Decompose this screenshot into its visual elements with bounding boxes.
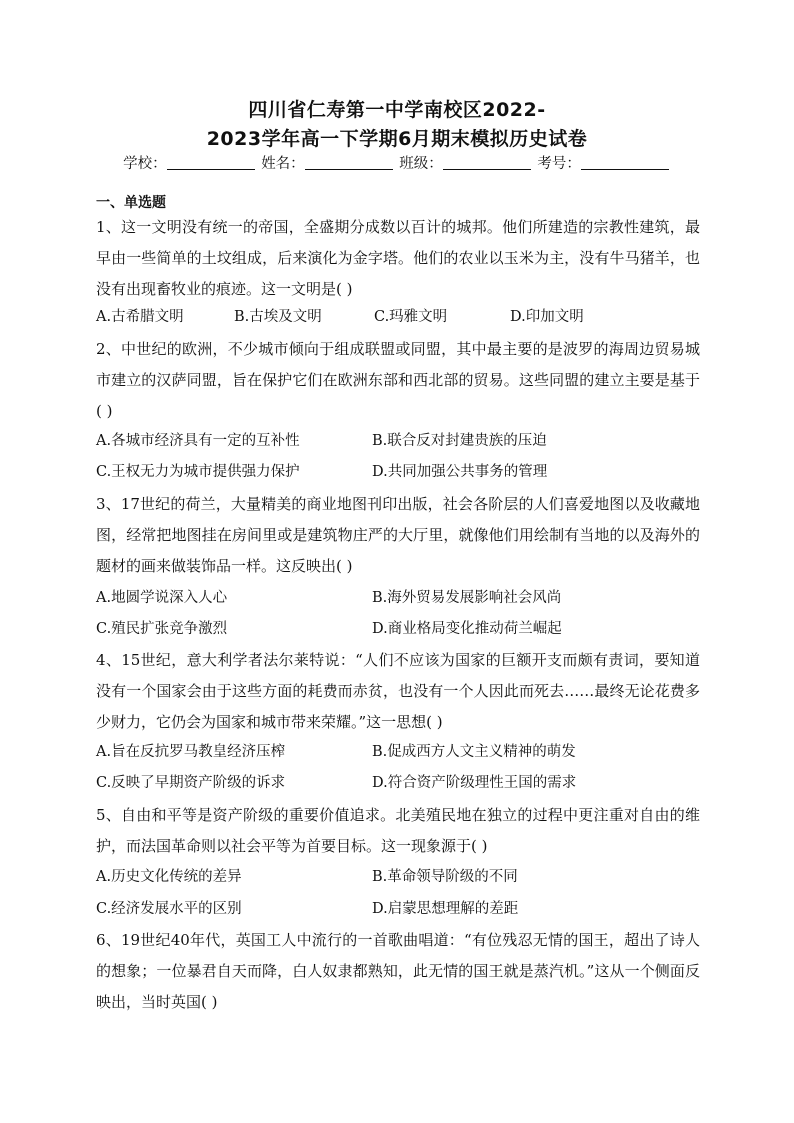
exam-title-line2: 2023学年高一下学期6月期末模拟历史试卷 (206, 128, 588, 150)
question-4-option-a[interactable]: A.旨在反抗罗马教皇经济压榨 (96, 744, 286, 760)
exam-title-line1: 四川省仁寿第一中学南校区2022- (248, 99, 546, 121)
question-2-text: 2、中世纪的欧洲，不少城市倾向于组成联盟或同盟，其中最主要的是波罗的海周边贸易城市建立的汉萨同盟，旨在保护它们在欧洲东部和西北部的贸易。这些同盟的建立主要是基于( ) (96, 340, 700, 420)
section-title: 一、单选题 (96, 195, 166, 211)
question-5-text: 5、自由和平等是资产阶级的重要价值追求。北美殖民地在独立的过程中更注重对自由的维护，而法国革命则以社会平等为首要目标。这一现象源于( ) (96, 806, 700, 855)
question-4-text: 4、15世纪，意大利学者法尔莱特说：“人们不应该为国家的巨额开支而颇有责词，要知道没有一个国家会由于这些方面的耗费而赤贫，也没有一个人因此而死去……最终无论花费多少财力，它仍会为国家和城市带来荣耀。”这一思想( ) (96, 651, 700, 731)
question-3-option-d[interactable]: D.商业格局变化推动荷兰崛起 (372, 621, 562, 637)
question-4-option-c[interactable]: C.反映了早期资产阶级的诉求 (96, 775, 286, 791)
class-blank[interactable] (443, 155, 531, 170)
question-5-option-c[interactable]: C.经济发展水平的区别 (96, 901, 242, 917)
question-2-option-c[interactable]: C.王权无力为城市提供强力保护 (96, 464, 300, 480)
question-1-option-b[interactable]: B.古埃及文明 (234, 309, 322, 325)
exam-no-blank[interactable] (581, 155, 669, 170)
question-1-option-a[interactable]: A.古希腊文明 (96, 309, 184, 325)
exam-no-label: 考号： (537, 156, 581, 172)
question-5-option-d[interactable]: D.启蒙思想理解的差距 (372, 901, 519, 917)
question-5-option-b[interactable]: B.革命领导阶级的不同 (372, 869, 518, 885)
question-5-option-a[interactable]: A.历史文化传统的差异 (96, 869, 242, 885)
school-label: 学校： (123, 156, 167, 172)
class-label: 班级： (399, 156, 443, 172)
question-3-option-b[interactable]: B.海外贸易发展影响社会风尚 (372, 590, 562, 606)
question-3-text: 3、17世纪的荷兰，大量精美的商业地图刊印出版，社会各阶层的人们喜爱地图以及收藏地图，经常把地图挂在房间里或是建筑物庄严的大厅里，就像他们用绘制有当地的以及海外的题材的画来做装饰品一样。这反映出( ) (96, 495, 700, 575)
question-2-option-b[interactable]: B.联合反对封建贵族的压迫 (372, 433, 547, 449)
question-2-option-d[interactable]: D.共同加强公共事务的管理 (372, 464, 548, 480)
question-4-option-d[interactable]: D.符合资产阶级理性王国的需求 (372, 775, 577, 791)
question-3-option-a[interactable]: A.地圆学说深入人心 (96, 590, 228, 606)
name-blank[interactable] (305, 155, 393, 170)
question-1-option-c[interactable]: C.玛雅文明 (374, 309, 448, 325)
question-4-option-b[interactable]: B.促成西方人文主义精神的萌发 (372, 744, 576, 760)
question-1-text: 1、这一文明没有统一的帝国，全盛期分成数以百计的城邦。他们所建造的宗教性建筑，最早由一些简单的土坟组成，后来演化为金字塔。他们的农业以玉米为主，没有牛马猪羊，也没有出现畜牧业的痕迹。这一文明是( ) (96, 218, 700, 298)
question-2-option-a[interactable]: A.各城市经济具有一定的互补性 (96, 433, 300, 449)
name-label: 姓名： (261, 156, 305, 172)
school-blank[interactable] (167, 155, 255, 170)
question-1-option-d[interactable]: D.印加文明 (510, 309, 584, 325)
question-6-text: 6、19世纪40年代，英国工人中流行的一首歌曲唱道：“有位残忍无情的国王，超出了诗人的想象；一位暴君自天而降，白人奴隶都熟知，此无情的国王就是蒸汽机。”这从一个侧面反映出，当时英国( ) (96, 931, 700, 1011)
student-info-line (0, 152, 794, 173)
question-3-option-c[interactable]: C.殖民扩张竞争激烈 (96, 621, 228, 637)
